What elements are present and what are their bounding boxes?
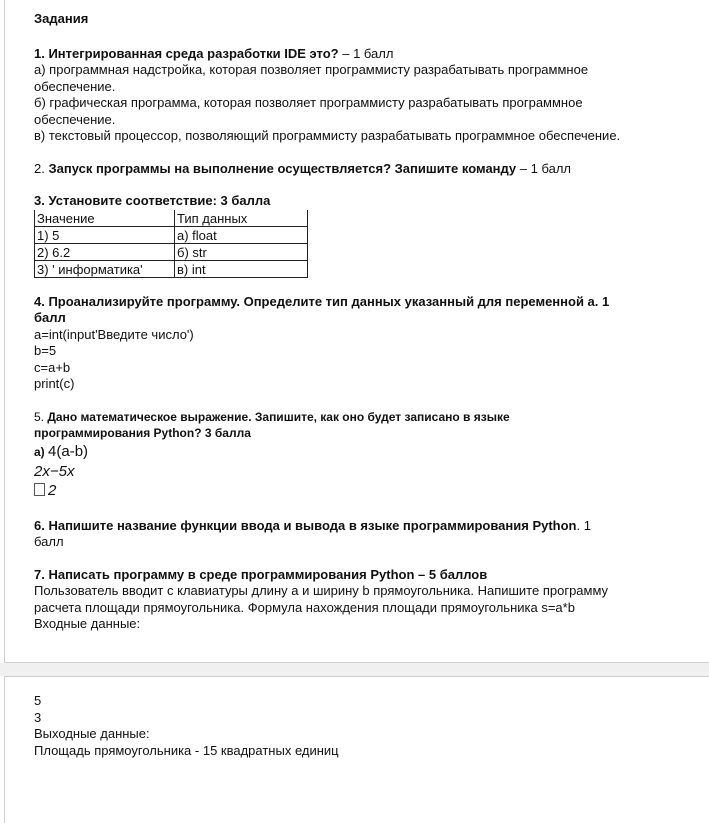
question-2-number: 2.	[34, 160, 49, 176]
option-line: обеспечение.	[34, 78, 116, 94]
table-header-cell: Значение	[35, 210, 175, 227]
question-6-points: . 1	[576, 517, 591, 533]
math-expression: 2x−5x	[34, 462, 75, 480]
table-row	[35, 226, 308, 243]
question-3-heading: 3. Установите соответствие: 3 балла	[34, 193, 271, 208]
question-7-heading: 7. Написать программу в среде программирования Python – 5 баллов	[34, 566, 488, 582]
table-header-row	[35, 210, 308, 227]
question-7-text: расчета площади прямоугольника. Формула нахождения площади прямоугольника s=a*b	[34, 599, 575, 615]
missing-glyph-icon	[34, 483, 45, 496]
code-line: print(c)	[34, 376, 75, 391]
table-cell: 1) 5	[35, 226, 175, 243]
answer-label-a: а)	[34, 444, 49, 459]
matching-table	[34, 210, 308, 278]
table-cell: 3) ' информатика'	[35, 260, 175, 277]
math-expression: 2	[48, 481, 57, 499]
question-2-points: – 1 балл	[516, 160, 572, 176]
table-cell: в) int	[175, 260, 308, 277]
page-gap	[0, 663, 709, 676]
input-value: 3	[34, 709, 42, 725]
question-7	[34, 567, 699, 633]
question-1	[34, 46, 699, 145]
input-value: 5	[34, 693, 42, 708]
table-cell: а) float	[175, 226, 308, 243]
option-line: б) графическая программа, которая позволяет программисту разрабатывать программное	[34, 95, 583, 110]
question-5-heading-cont: программирования Python? 3 балла	[34, 426, 251, 440]
question-6-heading: 6. Напишите название функции ввода и вывода в языке программирования Python	[34, 517, 577, 533]
question-4-heading: 4. Проанализируйте программу. Определите тип данных указанный для переменной а. 1	[34, 293, 610, 309]
table-cell: 2) 6.2	[35, 243, 175, 260]
table-row	[35, 260, 308, 277]
question-1-heading: 1. Интегрированная среда разработки IDE это?	[34, 45, 339, 61]
page-title: Задания	[34, 11, 89, 26]
question-6	[34, 518, 699, 551]
table-cell: б) str	[175, 243, 308, 260]
question-7-text: Пользователь вводит с клавиатуры длину a и ширину b прямоугольника. Напишите программу	[34, 583, 609, 598]
question-6-points-cont: балл	[34, 534, 64, 549]
question-2-heading: Запуск программы на выполнение осуществляется? Запишите команду	[48, 160, 517, 176]
code-line: b=5	[34, 343, 57, 358]
question-2	[34, 161, 699, 178]
page-1-content	[34, 11, 699, 649]
page-2-content	[34, 693, 699, 759]
output-text: Площадь прямоугольника - 15 квадратных единиц	[34, 742, 339, 758]
question-5	[34, 409, 699, 500]
table-header-cell: Тип данных	[175, 210, 308, 227]
output-label: Выходные данные:	[34, 726, 150, 741]
option-line: в) текстовый процессор, позволяющий программисту разрабатывать программное обеспечение.	[34, 128, 621, 143]
question-7-text: Входные данные:	[34, 616, 141, 631]
code-line: a=int(input'Введите число')	[34, 326, 194, 342]
question-5-heading: Дано математическое выражение. Запишите, как оно будет записано в языке	[47, 409, 510, 424]
option-line: а) программная надстройка, которая позволяет программисту разрабатывать программное	[34, 62, 589, 77]
code-line: c=a+b	[34, 359, 71, 375]
question-5-number: 5.	[34, 409, 48, 424]
table-row	[35, 243, 308, 260]
math-expression: 4(a-b)	[48, 442, 89, 460]
question-3	[34, 193, 699, 278]
question-1-points: – 1 балл	[338, 45, 394, 61]
question-4-heading-cont: балл	[34, 310, 66, 325]
question-4	[34, 294, 699, 393]
option-line: обеспечение.	[34, 111, 116, 127]
